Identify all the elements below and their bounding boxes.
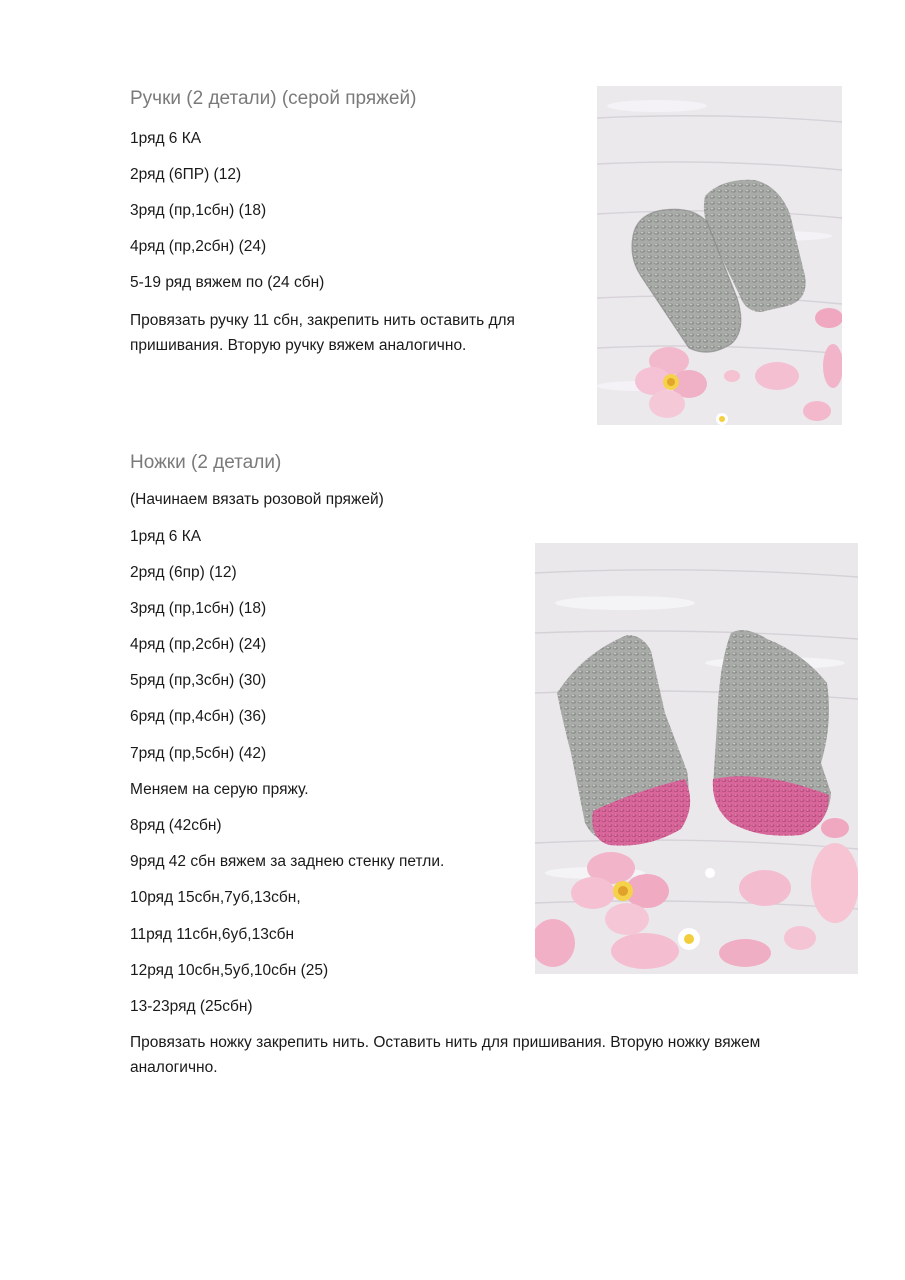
legs-row-4: 4ряд (пр,2сбн) (24) bbox=[130, 636, 267, 653]
legs-row-3: 3ряд (пр,1сбн) (18) bbox=[130, 600, 267, 617]
legs-row-5: 5ряд (пр,3сбн) (30) bbox=[130, 672, 267, 689]
legs-row-11: 11ряд 11сбн,6уб,13сбн bbox=[130, 926, 295, 943]
arms-row-1: 1ряд 6 КА bbox=[130, 130, 202, 147]
arms-heading: Ручки (2 детали) (серой пряжей) bbox=[130, 88, 417, 109]
arms-photo bbox=[597, 86, 842, 425]
arms-note: Провязать ручку 11 сбн, закрепить нить оставить для пришивания. Вторую ручку вяжем аналогично. bbox=[130, 312, 515, 354]
legs-row-2: 2ряд (6пр) (12) bbox=[130, 564, 237, 581]
legs-row-9: 9ряд 42 сбн вяжем за заднею стенку петли. bbox=[130, 853, 445, 870]
legs-intro: (Начинаем вязать розовой пряжей) bbox=[130, 491, 384, 508]
legs-color-change: Меняем на серую пряжу. bbox=[130, 781, 309, 798]
arms-row-2: 2ряд (6ПР) (12) bbox=[130, 166, 242, 183]
legs-row-10: 10ряд 15сбн,7уб,13сбн, bbox=[130, 889, 301, 906]
arms-row-5: 5-19 ряд вяжем по (24 сбн) bbox=[130, 274, 325, 291]
legs-row-12: 12ряд 10сбн,5уб,10сбн (25) bbox=[130, 962, 329, 979]
legs-photo bbox=[535, 543, 858, 974]
arms-row-4: 4ряд (пр,2сбн) (24) bbox=[130, 238, 267, 255]
legs-row-6: 6ряд (пр,4сбн) (36) bbox=[130, 708, 267, 725]
legs-heading: Ножки (2 детали) bbox=[130, 452, 282, 473]
arms-row-3: 3ряд (пр,1сбн) (18) bbox=[130, 202, 267, 219]
legs-row-7: 7ряд (пр,5сбн) (42) bbox=[130, 745, 267, 762]
legs-row-1: 1ряд 6 КА bbox=[130, 528, 202, 545]
legs-row-13: 13-23ряд (25сбн) bbox=[130, 998, 253, 1015]
legs-note: Провязать ножку закрепить нить. Оставить нить для пришивания. Вторую ножку вяжем аналогично. bbox=[130, 1034, 761, 1076]
legs-row-8: 8ряд (42сбн) bbox=[130, 817, 222, 834]
